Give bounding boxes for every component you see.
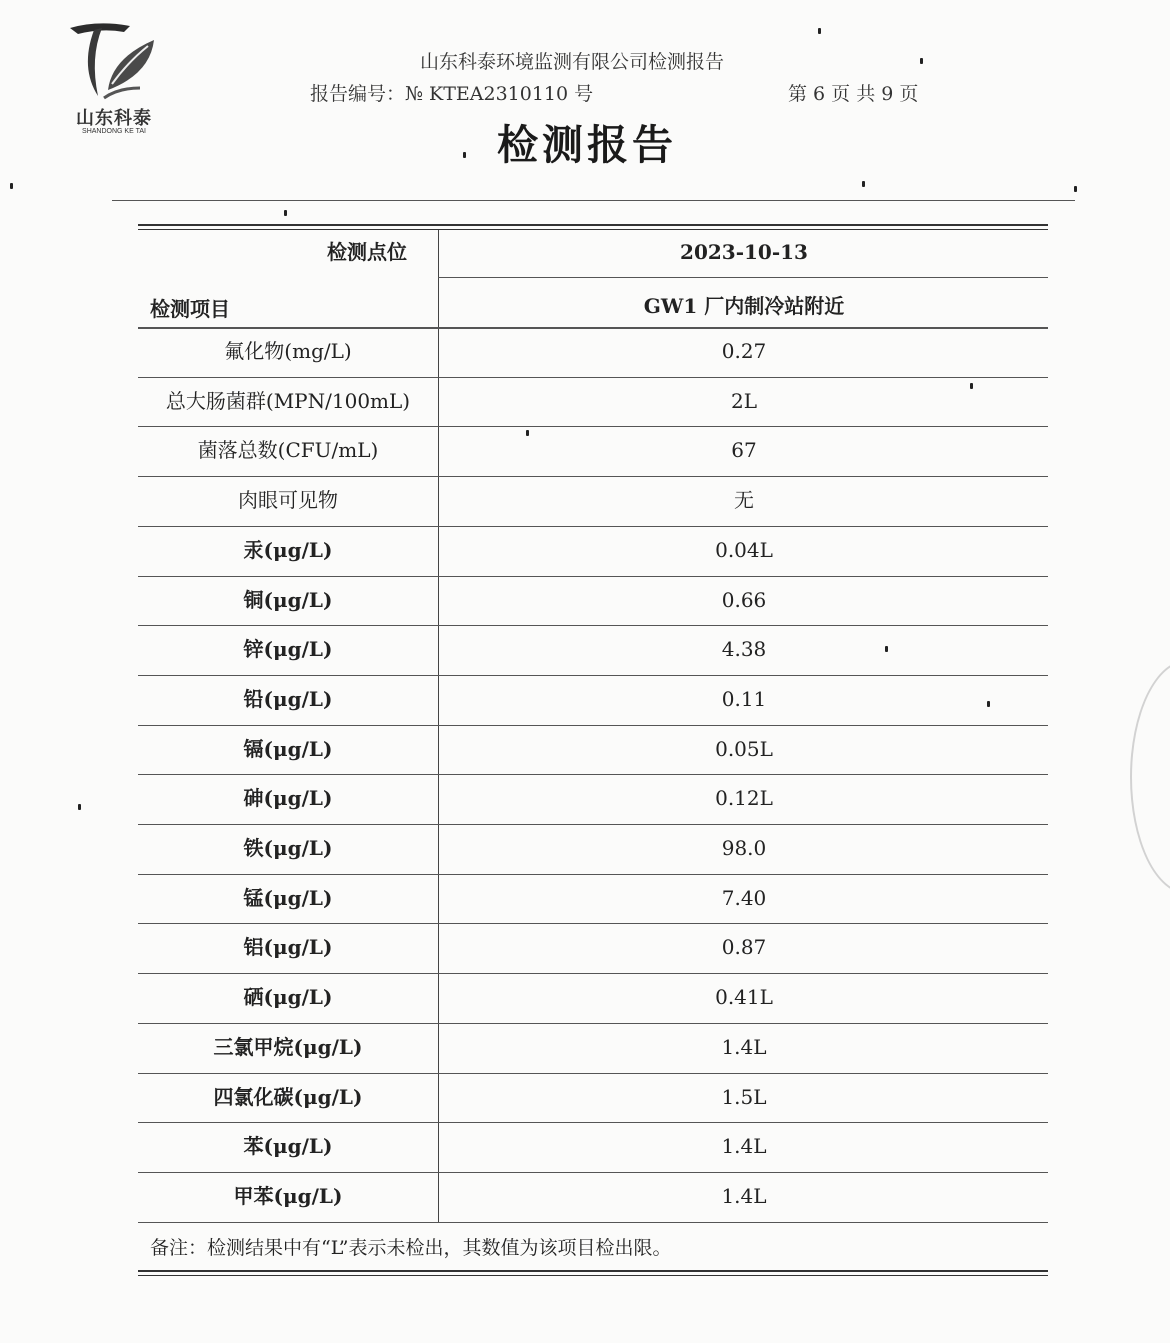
- result-value-cell: 0.11: [721, 686, 767, 711]
- location-header: 检测点位: [327, 240, 407, 264]
- result-value-cell: 1.4L: [721, 1183, 767, 1208]
- item-name-cell: 铝(μg/L): [243, 935, 333, 960]
- result-value-cell: 7.40: [721, 885, 767, 910]
- item-name-cell: 三氯甲烷(μg/L): [213, 1034, 363, 1059]
- item-name-cell: 铜(μg/L): [243, 587, 333, 612]
- logo-english-name: SHANDONG KE TAI: [82, 128, 146, 135]
- scan-speck: [78, 804, 81, 810]
- result-value-cell: 0.27: [721, 339, 767, 363]
- result-value-cell: 2L: [730, 388, 757, 413]
- result-value-cell: 1.4L: [721, 1134, 767, 1159]
- result-value-cell: 4.38: [721, 637, 767, 662]
- report-number: 报告编号：№ KTEA2310110 号: [310, 83, 594, 105]
- scan-speck: [885, 646, 888, 652]
- item-name-cell: 镉(μg/L): [243, 736, 333, 761]
- company-report-heading: 山东科泰环境监测有限公司检测报告: [420, 51, 725, 73]
- header-divider: [112, 200, 1075, 201]
- result-value-cell: 0.87: [721, 935, 767, 960]
- result-value-cell: 1.4L: [721, 1034, 767, 1059]
- item-name-cell: 甲苯(μg/L): [233, 1183, 343, 1208]
- result-value-cell: 0.66: [721, 587, 767, 612]
- result-value-cell: 0.41L: [715, 985, 773, 1010]
- result-value-cell: 无: [734, 488, 754, 513]
- scan-speck: [463, 152, 466, 158]
- scan-speck: [526, 430, 529, 436]
- result-value-cell: 1.5L: [721, 1084, 767, 1109]
- partial-seal-stamp: [1130, 660, 1170, 894]
- scan-speck: [10, 183, 13, 189]
- page-number: 第 6 页 共 9 页: [788, 83, 919, 105]
- item-name-cell: 硒(μg/L): [243, 985, 333, 1010]
- item-name-cell: 铁(μg/L): [243, 836, 333, 860]
- scan-speck: [284, 210, 287, 216]
- item-name-cell: 苯(μg/L): [243, 1134, 333, 1159]
- scan-speck: [862, 181, 865, 187]
- remark-note: 备注：检测结果中有“L”表示未检出，其数值为该项目检出限。: [150, 1237, 672, 1259]
- scan-speck: [970, 383, 973, 389]
- logo-chinese-name: 山东科泰: [76, 108, 152, 129]
- leaf-logo-icon: [68, 18, 160, 100]
- item-name-cell: 铅(μg/L): [243, 686, 333, 711]
- item-name-cell: 砷(μg/L): [243, 786, 333, 811]
- result-value-cell: 0.12L: [715, 786, 773, 811]
- header-date-divider: [438, 277, 1048, 278]
- scan-speck: [1074, 186, 1077, 192]
- item-name-cell: 肉眼可见物: [238, 488, 338, 513]
- item-name-cell: 四氯化碳(μg/L): [213, 1084, 363, 1109]
- item-name-cell: 总大肠菌群(MPN/100mL): [165, 388, 411, 413]
- item-name-cell: 锰(μg/L): [243, 885, 333, 910]
- item-name-cell: 菌落总数(CFU/mL): [197, 438, 379, 463]
- table-bottom-border-inner: [138, 1275, 1048, 1276]
- sample-date: 2023-10-13: [680, 240, 808, 264]
- sample-site: GW1 厂内制冷站附近: [643, 294, 845, 318]
- scan-speck: [818, 28, 821, 34]
- scan-speck: [987, 701, 990, 707]
- item-name-cell: 氟化物(mg/L): [224, 339, 352, 363]
- scan-speck: [920, 58, 923, 64]
- result-value-cell: 98.0: [721, 836, 767, 860]
- table-top-border-inner: [138, 229, 1048, 230]
- item-name-cell: 锌(μg/L): [243, 637, 333, 662]
- result-value-cell: 67: [731, 438, 757, 463]
- page-title: 检测报告: [497, 121, 677, 169]
- result-value-cell: 0.04L: [715, 537, 773, 562]
- company-logo: [58, 18, 168, 143]
- item-header: 检测项目: [150, 297, 230, 321]
- result-value-cell: 0.05L: [715, 736, 773, 761]
- table-bottom-border: [138, 1270, 1048, 1272]
- table-top-border: [138, 224, 1048, 226]
- table-row-divider: [138, 1222, 1048, 1223]
- item-name-cell: 汞(μg/L): [243, 537, 333, 562]
